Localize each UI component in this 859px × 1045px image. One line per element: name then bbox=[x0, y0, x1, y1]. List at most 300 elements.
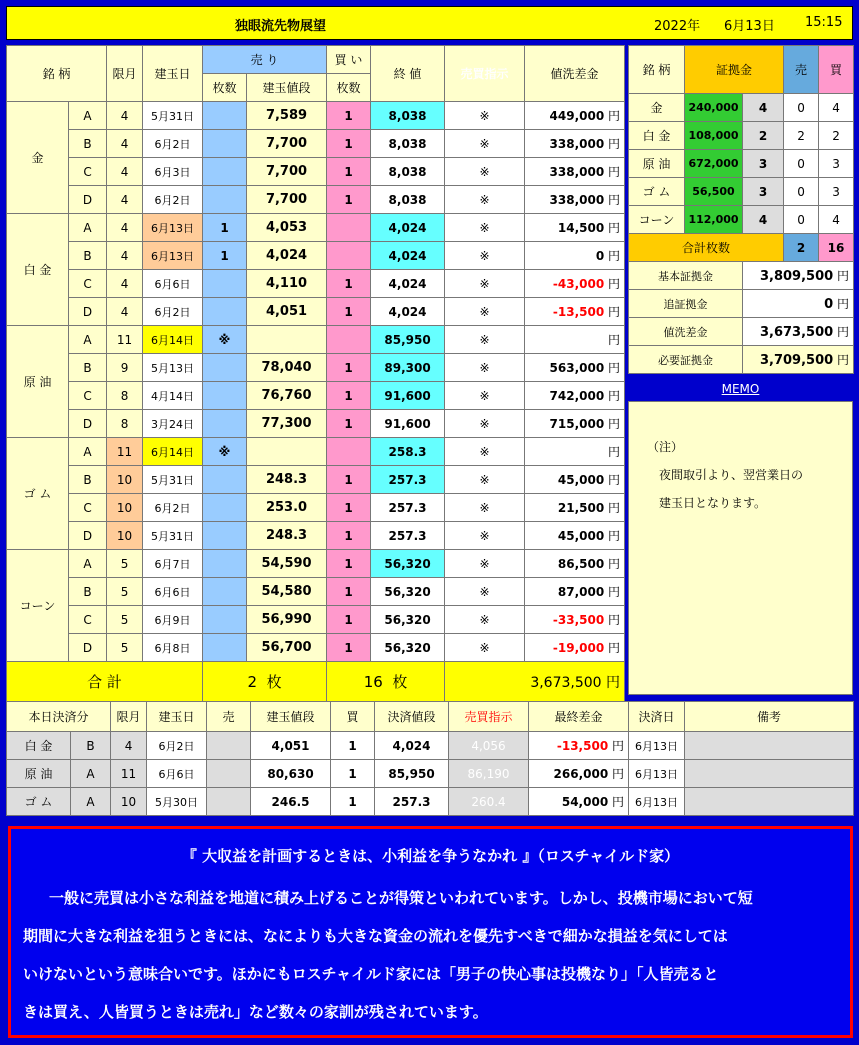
total-sell-count: 2 bbox=[247, 673, 258, 691]
settle-buy: 1 bbox=[331, 732, 375, 760]
group-label: ゴ ム bbox=[7, 438, 69, 550]
col-close: 終 値 bbox=[371, 46, 445, 102]
margin-amount: 240,000 bbox=[685, 94, 743, 122]
settle-diff-unit: 円 bbox=[612, 739, 625, 753]
table-row bbox=[7, 158, 625, 186]
table-row bbox=[7, 550, 625, 578]
margin-amount: 112,000 bbox=[685, 206, 743, 234]
close-cell: 56,320 bbox=[371, 550, 445, 578]
diff-cell bbox=[525, 522, 625, 550]
settle-diff bbox=[529, 760, 629, 788]
settle-col-date: 建玉日 bbox=[147, 702, 207, 732]
buy-count-cell: 1 bbox=[327, 354, 371, 382]
date: 6月13日 bbox=[724, 19, 775, 34]
buy-count-cell bbox=[327, 326, 371, 354]
month-cell: 10 bbox=[107, 466, 143, 494]
diff-unit: 円 bbox=[608, 389, 621, 403]
diff-unit: 円 bbox=[608, 445, 621, 459]
diff-value: 338,000 bbox=[549, 193, 605, 207]
table-row bbox=[7, 438, 625, 466]
close-cell: 257.3 bbox=[371, 522, 445, 550]
margin-count: 2 bbox=[743, 122, 784, 150]
settle-series: A bbox=[71, 760, 111, 788]
sell-count-cell bbox=[203, 606, 247, 634]
series-cell: B bbox=[69, 130, 107, 158]
close-cell: 4,024 bbox=[371, 214, 445, 242]
price-cell: 54,590 bbox=[247, 550, 327, 578]
sell-count-cell: 1 bbox=[203, 214, 247, 242]
date-cell: 6月13日 bbox=[143, 242, 203, 270]
price-cell: 77,300 bbox=[247, 410, 327, 438]
table-row bbox=[7, 634, 625, 662]
settle-day: 6月13日 bbox=[629, 788, 685, 816]
diff-cell bbox=[525, 326, 625, 354]
diff-value: 45,000 bbox=[557, 473, 605, 487]
buy-count-cell: 1 bbox=[327, 130, 371, 158]
close-cell: 85,950 bbox=[371, 326, 445, 354]
price-cell: 76,760 bbox=[247, 382, 327, 410]
price-cell: 248.3 bbox=[247, 522, 327, 550]
month-cell: 10 bbox=[107, 494, 143, 522]
col-signal: 売買指示 bbox=[445, 46, 525, 102]
month-cell: 4 bbox=[107, 298, 143, 326]
series-cell: D bbox=[69, 298, 107, 326]
col-buy: 買 い bbox=[327, 46, 371, 74]
margin-buy: 2 bbox=[819, 122, 854, 150]
memo-box bbox=[628, 401, 853, 695]
settlement-table bbox=[6, 701, 854, 816]
diff-unit: 円 bbox=[608, 221, 621, 235]
table-row bbox=[7, 382, 625, 410]
margin-sell: 0 bbox=[784, 94, 819, 122]
settle-close: 85,950 bbox=[375, 760, 449, 788]
month-cell: 11 bbox=[107, 438, 143, 466]
table-row bbox=[7, 410, 625, 438]
summary-label: 必要証拠金 bbox=[629, 346, 743, 374]
close-cell: 8,038 bbox=[371, 158, 445, 186]
signal-cell: ※ bbox=[445, 550, 525, 578]
margin-amount: 672,000 bbox=[685, 150, 743, 178]
settle-signal: 4,056 bbox=[449, 732, 529, 760]
date-cell: 6月2日 bbox=[143, 494, 203, 522]
margin-row bbox=[629, 122, 854, 150]
month-cell: 5 bbox=[107, 578, 143, 606]
summary-label: 値洗差金 bbox=[629, 318, 743, 346]
signal-cell: ※ bbox=[445, 130, 525, 158]
series-cell: B bbox=[69, 354, 107, 382]
month-cell: 4 bbox=[107, 214, 143, 242]
col-sell: 売 り bbox=[203, 46, 327, 74]
buy-count-cell bbox=[327, 242, 371, 270]
series-cell: A bbox=[69, 550, 107, 578]
settle-series: B bbox=[71, 732, 111, 760]
buy-count-cell: 1 bbox=[327, 186, 371, 214]
total-amount-unit: 円 bbox=[606, 674, 621, 691]
series-cell: C bbox=[69, 382, 107, 410]
col-price: 建玉値段 bbox=[247, 74, 327, 102]
sell-count-cell bbox=[203, 270, 247, 298]
price-cell: 7,700 bbox=[247, 186, 327, 214]
settle-sell bbox=[207, 788, 251, 816]
diff-unit: 円 bbox=[608, 361, 621, 375]
settle-col-signal: 売買指示 bbox=[449, 702, 529, 732]
signal-cell: ※ bbox=[445, 494, 525, 522]
side-col-margin: 証拠金 bbox=[685, 46, 784, 94]
diff-value: 338,000 bbox=[549, 137, 605, 151]
summary-amount: 3,809,500 bbox=[759, 269, 834, 284]
table-row bbox=[7, 130, 625, 158]
close-cell: 56,320 bbox=[371, 606, 445, 634]
diff-unit: 円 bbox=[608, 501, 621, 515]
margin-count: 3 bbox=[743, 150, 784, 178]
diff-unit: 円 bbox=[608, 613, 621, 627]
signal-cell: ※ bbox=[445, 158, 525, 186]
month-cell: 8 bbox=[107, 410, 143, 438]
table-row bbox=[7, 242, 625, 270]
sell-count-cell bbox=[203, 354, 247, 382]
diff-value: 742,000 bbox=[549, 389, 605, 403]
summary-value bbox=[743, 318, 854, 346]
sell-count-cell: ※ bbox=[203, 326, 247, 354]
summary-unit: 円 bbox=[837, 269, 850, 283]
date-cell: 6月7日 bbox=[143, 550, 203, 578]
table-row bbox=[7, 354, 625, 382]
signal-cell: ※ bbox=[445, 410, 525, 438]
price-cell: 7,589 bbox=[247, 102, 327, 130]
date-cell: 3月24日 bbox=[143, 410, 203, 438]
settle-col-buy: 買 bbox=[331, 702, 375, 732]
summary-value bbox=[743, 346, 854, 374]
date-cell: 6月14日 bbox=[143, 326, 203, 354]
time: 15:15 bbox=[805, 15, 843, 30]
total-label: 合 計 bbox=[7, 662, 203, 702]
signal-cell: ※ bbox=[445, 270, 525, 298]
buy-count-cell bbox=[327, 214, 371, 242]
price-cell: 248.3 bbox=[247, 466, 327, 494]
diff-value: 0 bbox=[595, 249, 605, 263]
signal-cell: ※ bbox=[445, 326, 525, 354]
settle-diff-value: -13,500 bbox=[556, 739, 609, 753]
margin-sell: 0 bbox=[784, 150, 819, 178]
close-cell: 258.3 bbox=[371, 438, 445, 466]
month-cell: 4 bbox=[107, 102, 143, 130]
diff-unit: 円 bbox=[608, 277, 621, 291]
price-cell bbox=[247, 326, 327, 354]
date-cell: 5月31日 bbox=[143, 466, 203, 494]
group-label: 白 金 bbox=[7, 214, 69, 326]
margin-buy: 4 bbox=[819, 94, 854, 122]
date-cell: 6月8日 bbox=[143, 634, 203, 662]
series-cell: B bbox=[69, 466, 107, 494]
total-buy bbox=[327, 662, 445, 702]
diff-cell bbox=[525, 130, 625, 158]
diff-value: 338,000 bbox=[549, 165, 605, 179]
summary-value bbox=[743, 290, 854, 318]
margin-brand: 原 油 bbox=[629, 150, 685, 178]
side-col-sell: 売 bbox=[784, 46, 819, 94]
diff-cell bbox=[525, 578, 625, 606]
series-cell: C bbox=[69, 494, 107, 522]
settle-col-name: 本日決済分 bbox=[7, 702, 111, 732]
diff-unit: 円 bbox=[608, 529, 621, 543]
settle-name: ゴ ム bbox=[7, 788, 71, 816]
diff-unit: 円 bbox=[608, 249, 621, 263]
diff-unit: 円 bbox=[608, 641, 621, 655]
date-cell: 6月2日 bbox=[143, 130, 203, 158]
margin-count: 4 bbox=[743, 94, 784, 122]
settle-col-diff: 最終差金 bbox=[529, 702, 629, 732]
settle-close: 4,024 bbox=[375, 732, 449, 760]
sell-count-cell bbox=[203, 494, 247, 522]
month-cell: 4 bbox=[107, 242, 143, 270]
settle-signal: 86,190 bbox=[449, 760, 529, 788]
price-cell: 4,110 bbox=[247, 270, 327, 298]
settle-row bbox=[7, 788, 854, 816]
buy-count-cell: 1 bbox=[327, 494, 371, 522]
memo-link[interactable]: MEMO bbox=[721, 382, 760, 396]
table-row bbox=[7, 298, 625, 326]
diff-unit: 円 bbox=[608, 585, 621, 599]
positions-table bbox=[6, 45, 625, 702]
buy-count-cell: 1 bbox=[327, 550, 371, 578]
diff-value: 87,000 bbox=[557, 585, 605, 599]
price-cell: 7,700 bbox=[247, 158, 327, 186]
total-buy-unit: 枚 bbox=[392, 673, 408, 691]
margin-count: 3 bbox=[743, 178, 784, 206]
diff-cell bbox=[525, 298, 625, 326]
sell-count-cell: 1 bbox=[203, 242, 247, 270]
price-cell: 4,024 bbox=[247, 242, 327, 270]
total-amount-value: 3,673,500 bbox=[530, 674, 602, 691]
sell-count-cell bbox=[203, 298, 247, 326]
diff-cell bbox=[525, 158, 625, 186]
margin-summary-row bbox=[629, 346, 854, 374]
margin-summary-row bbox=[629, 262, 854, 290]
price-cell: 253.0 bbox=[247, 494, 327, 522]
buy-count-cell: 1 bbox=[327, 634, 371, 662]
buy-count-cell: 1 bbox=[327, 522, 371, 550]
settle-diff bbox=[529, 732, 629, 760]
margin-brand: 白 金 bbox=[629, 122, 685, 150]
margin-buy: 3 bbox=[819, 178, 854, 206]
month-cell: 5 bbox=[107, 550, 143, 578]
close-cell: 8,038 bbox=[371, 186, 445, 214]
settle-day: 6月13日 bbox=[629, 732, 685, 760]
settle-name: 原 油 bbox=[7, 760, 71, 788]
diff-unit: 円 bbox=[608, 305, 621, 319]
diff-value: 45,000 bbox=[557, 529, 605, 543]
signal-cell: ※ bbox=[445, 214, 525, 242]
sell-count-cell bbox=[203, 130, 247, 158]
sell-count-cell bbox=[203, 382, 247, 410]
margin-row bbox=[629, 206, 854, 234]
signal-cell: ※ bbox=[445, 438, 525, 466]
diff-value: 715,000 bbox=[549, 417, 605, 431]
buy-count-cell: 1 bbox=[327, 466, 371, 494]
buy-count-cell: 1 bbox=[327, 606, 371, 634]
series-cell: D bbox=[69, 522, 107, 550]
settle-remarks bbox=[685, 732, 854, 760]
quote-title: 『 大収益を計画するときは、小利益を争うなかれ 』（ロスチャイルド家） bbox=[181, 847, 680, 865]
summary-label: 追証拠金 bbox=[629, 290, 743, 318]
col-month: 限月 bbox=[107, 46, 143, 102]
col-brand: 銘 柄 bbox=[7, 46, 107, 102]
close-cell: 8,038 bbox=[371, 102, 445, 130]
sell-count-cell bbox=[203, 410, 247, 438]
month-cell: 4 bbox=[107, 186, 143, 214]
group-label: 金 bbox=[7, 102, 69, 214]
diff-cell bbox=[525, 438, 625, 466]
summary-unit: 円 bbox=[837, 297, 850, 311]
diff-unit: 円 bbox=[608, 333, 621, 347]
sell-count-cell bbox=[203, 522, 247, 550]
buy-count-cell: 1 bbox=[327, 270, 371, 298]
settle-col-month: 限月 bbox=[111, 702, 147, 732]
price-cell: 56,700 bbox=[247, 634, 327, 662]
sell-count-cell bbox=[203, 186, 247, 214]
signal-cell: ※ bbox=[445, 522, 525, 550]
margin-amount: 108,000 bbox=[685, 122, 743, 150]
side-col-brand: 銘 柄 bbox=[629, 46, 685, 94]
settle-day: 6月13日 bbox=[629, 760, 685, 788]
quote-line-3: いけないという意味合いです。ほかにもロスチャイルド家には「男子の快心事は投機なり」「人皆売ると bbox=[23, 965, 719, 983]
table-row bbox=[7, 606, 625, 634]
settle-diff-unit: 円 bbox=[612, 795, 625, 809]
diff-cell bbox=[525, 270, 625, 298]
settle-remarks bbox=[685, 760, 854, 788]
month-cell: 4 bbox=[107, 158, 143, 186]
signal-cell: ※ bbox=[445, 634, 525, 662]
diff-unit: 円 bbox=[608, 557, 621, 571]
margin-brand: 金 bbox=[629, 94, 685, 122]
signal-cell: ※ bbox=[445, 102, 525, 130]
series-cell: C bbox=[69, 270, 107, 298]
diff-cell bbox=[525, 410, 625, 438]
settle-price: 246.5 bbox=[251, 788, 331, 816]
summary-unit: 円 bbox=[837, 325, 850, 339]
close-cell: 4,024 bbox=[371, 298, 445, 326]
total-sell bbox=[203, 662, 327, 702]
margin-count: 4 bbox=[743, 206, 784, 234]
margin-summary-row bbox=[629, 318, 854, 346]
close-cell: 56,320 bbox=[371, 634, 445, 662]
settle-sell bbox=[207, 760, 251, 788]
month-cell: 5 bbox=[107, 634, 143, 662]
series-cell: A bbox=[69, 326, 107, 354]
settle-name: 白 金 bbox=[7, 732, 71, 760]
close-cell: 89,300 bbox=[371, 354, 445, 382]
date-cell: 6月2日 bbox=[143, 186, 203, 214]
close-cell: 257.3 bbox=[371, 494, 445, 522]
diff-value: -33,500 bbox=[552, 613, 605, 627]
table-row bbox=[7, 214, 625, 242]
diff-cell bbox=[525, 242, 625, 270]
settle-close: 257.3 bbox=[375, 788, 449, 816]
count-sell: 2 bbox=[784, 234, 819, 262]
table-row bbox=[7, 326, 625, 354]
settle-col-settle-date: 決済日 bbox=[629, 702, 685, 732]
close-cell: 257.3 bbox=[371, 466, 445, 494]
diff-value: 86,500 bbox=[557, 557, 605, 571]
series-cell: C bbox=[69, 158, 107, 186]
price-cell: 4,053 bbox=[247, 214, 327, 242]
series-cell: A bbox=[69, 102, 107, 130]
month-cell: 4 bbox=[107, 130, 143, 158]
diff-cell bbox=[525, 382, 625, 410]
signal-cell: ※ bbox=[445, 382, 525, 410]
settle-col-close: 決済値段 bbox=[375, 702, 449, 732]
date-cell: 6月13日 bbox=[143, 214, 203, 242]
date-cell: 5月13日 bbox=[143, 354, 203, 382]
table-row bbox=[7, 494, 625, 522]
settle-buy: 1 bbox=[331, 788, 375, 816]
price-cell: 78,040 bbox=[247, 354, 327, 382]
sell-count-cell bbox=[203, 158, 247, 186]
margin-buy: 3 bbox=[819, 150, 854, 178]
settle-diff bbox=[529, 788, 629, 816]
date-cell: 5月31日 bbox=[143, 102, 203, 130]
close-cell: 4,024 bbox=[371, 242, 445, 270]
margin-brand: コーン bbox=[629, 206, 685, 234]
signal-cell: ※ bbox=[445, 298, 525, 326]
close-cell: 8,038 bbox=[371, 130, 445, 158]
margin-sell: 2 bbox=[784, 122, 819, 150]
diff-unit: 円 bbox=[608, 193, 621, 207]
diff-value: 14,500 bbox=[557, 221, 605, 235]
quote-line-1: 一般に売買は小さな利益を地道に積み上げることが得策といわれています。しかし、投機市場において短 bbox=[49, 889, 753, 907]
month-cell: 11 bbox=[107, 326, 143, 354]
settle-row bbox=[7, 732, 854, 760]
sell-count-cell bbox=[203, 102, 247, 130]
diff-unit: 円 bbox=[608, 473, 621, 487]
margin-table bbox=[628, 45, 854, 374]
buy-count-cell: 1 bbox=[327, 578, 371, 606]
series-cell: D bbox=[69, 410, 107, 438]
buy-count-cell: 1 bbox=[327, 382, 371, 410]
price-cell bbox=[247, 438, 327, 466]
series-cell: B bbox=[69, 242, 107, 270]
signal-cell: ※ bbox=[445, 242, 525, 270]
settle-price: 4,051 bbox=[251, 732, 331, 760]
signal-cell: ※ bbox=[445, 186, 525, 214]
count-buy: 16 bbox=[819, 234, 854, 262]
diff-value: -43,000 bbox=[552, 277, 605, 291]
summary-amount: 3,673,500 bbox=[759, 325, 834, 340]
close-cell: 91,600 bbox=[371, 382, 445, 410]
diff-value: 21,500 bbox=[557, 501, 605, 515]
table-row bbox=[7, 578, 625, 606]
margin-summary-row bbox=[629, 290, 854, 318]
sell-count-cell bbox=[203, 578, 247, 606]
settle-series: A bbox=[71, 788, 111, 816]
table-row bbox=[7, 522, 625, 550]
title-bar bbox=[6, 6, 853, 40]
date-cell: 6月9日 bbox=[143, 606, 203, 634]
close-cell: 4,024 bbox=[371, 270, 445, 298]
diff-cell bbox=[525, 550, 625, 578]
diff-cell bbox=[525, 186, 625, 214]
signal-cell: ※ bbox=[445, 606, 525, 634]
col-sell-count: 枚数 bbox=[203, 74, 247, 102]
date-cell: 6月3日 bbox=[143, 158, 203, 186]
date-cell: 6月2日 bbox=[143, 298, 203, 326]
settle-col-remarks: 備考 bbox=[685, 702, 854, 732]
year: 2022年 bbox=[654, 19, 701, 34]
date-cell: 6月6日 bbox=[143, 578, 203, 606]
settle-month: 10 bbox=[111, 788, 147, 816]
total-buy-count: 16 bbox=[363, 673, 383, 691]
signal-cell: ※ bbox=[445, 466, 525, 494]
